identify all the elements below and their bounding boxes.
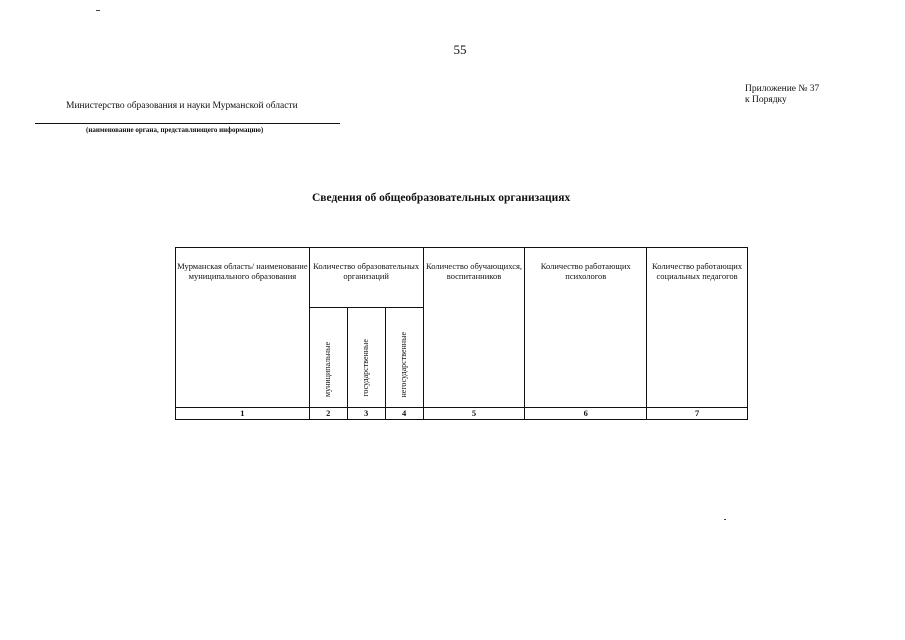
document-title: Сведения об общеобразовательных организациях bbox=[312, 192, 571, 204]
column-number: 2 bbox=[309, 408, 347, 420]
header-municipal-label: муниципальные bbox=[323, 342, 333, 397]
ministry-name: Министерство образования и науки Мурманской области bbox=[66, 101, 298, 111]
page-number: 55 bbox=[453, 42, 467, 57]
appendix-line-2: к Порядку bbox=[745, 95, 787, 105]
column-number-row bbox=[176, 408, 748, 420]
scan-mark bbox=[96, 10, 100, 11]
header-region bbox=[176, 248, 310, 408]
report-table bbox=[175, 247, 748, 420]
header-psychologists bbox=[525, 248, 647, 408]
appendix-note bbox=[745, 84, 819, 106]
scan-mark bbox=[724, 519, 726, 520]
header-org-count bbox=[309, 248, 423, 308]
header-municipal bbox=[309, 308, 347, 408]
appendix-line-1: Приложение № 37 bbox=[745, 84, 820, 94]
table-header-row bbox=[176, 248, 748, 308]
column-number: 5 bbox=[423, 408, 525, 420]
header-psychologists-label: Количество работающих психологов bbox=[540, 261, 631, 281]
column-number: 3 bbox=[347, 408, 385, 420]
ministry-underline bbox=[35, 123, 340, 124]
column-number: 6 bbox=[525, 408, 647, 420]
header-state bbox=[347, 308, 385, 408]
header-non-state bbox=[385, 308, 423, 408]
header-social-pedagogues-label: Количество работающих социальных педагогов bbox=[652, 261, 743, 281]
ministry-caption: (наименование органа, представляющего информацию) bbox=[86, 126, 264, 134]
header-social-pedagogues bbox=[647, 248, 748, 408]
header-students bbox=[423, 248, 525, 408]
header-non-state-label: негосударственные bbox=[399, 331, 409, 397]
column-number: 1 bbox=[176, 408, 310, 420]
column-number: 7 bbox=[647, 408, 748, 420]
header-org-count-label: Количество образовательных организаций bbox=[313, 261, 420, 281]
header-region-label: Мурманская область/ наименование муниципального образования bbox=[177, 261, 308, 281]
header-students-label: Количество обучающихся, воспитанников bbox=[425, 261, 523, 281]
header-state-label: государственные bbox=[361, 339, 371, 397]
column-number: 4 bbox=[385, 408, 423, 420]
